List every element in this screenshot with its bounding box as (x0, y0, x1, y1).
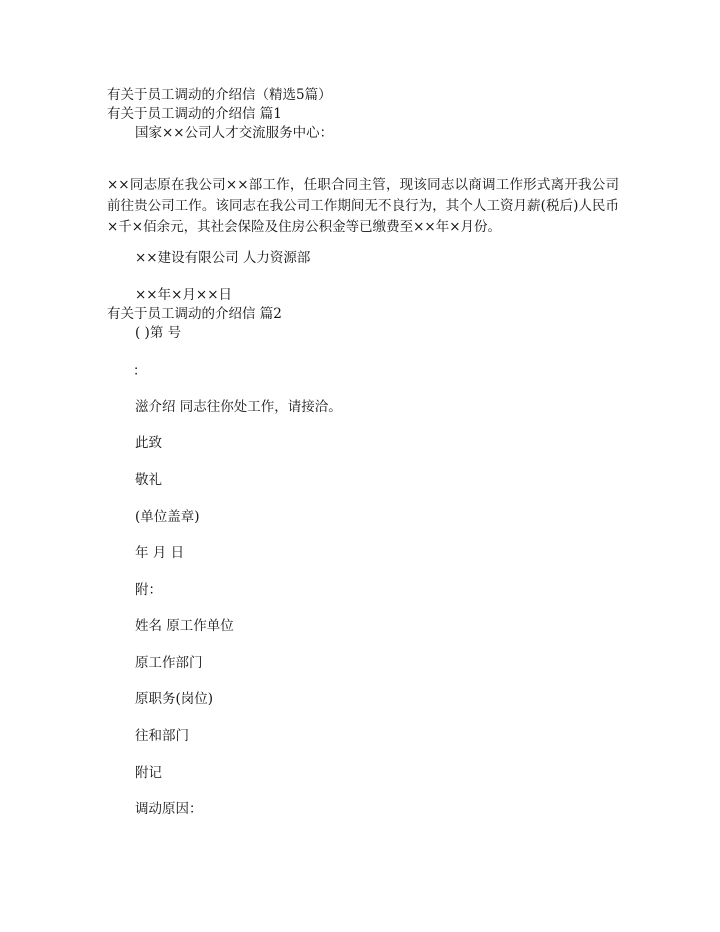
date-line: ××年×月××日 (135, 287, 233, 303)
letter-body: ××同志原在我公司××部工作，任职合同主管，现该同志以商调工作形式离开我公司前往贵公司工作。该同志在我公司工作期间无不良行为，其个人工资月薪(税后)人民币×千×佰余元，其社会保险及住房公积金等已缴费至××年×月份。 (107, 177, 619, 235)
section-heading-2: 有关于员工调动的介绍信 篇2 (107, 306, 282, 322)
seal-line: (单位盖章) (135, 509, 200, 525)
date-blank-line: 年 月 日 (135, 545, 185, 561)
attachment-label: 附： (135, 582, 162, 598)
closing-cizhi: 此致 (135, 435, 162, 451)
signature-line: ××建设有限公司 人力资源部 (135, 250, 311, 266)
addressee-colon: ： (133, 363, 147, 379)
closing-jingli: 敬礼 (135, 472, 162, 488)
field-post: 原职务(岗位) (135, 691, 214, 707)
number-line: ( )第 号 (135, 325, 182, 341)
document-title: 有关于员工调动的介绍信（精选5篇） (107, 87, 332, 103)
field-target: 往和部门 (135, 728, 189, 744)
field-dept: 原工作部门 (135, 655, 203, 671)
intro-line: 滋介绍 同志往你处工作，请接洽。 (135, 399, 342, 415)
section-heading-1: 有关于员工调动的介绍信 篇1 (107, 106, 282, 122)
field-note: 附记 (135, 765, 162, 781)
field-reason: 调动原因： (135, 801, 203, 817)
salutation: 国家××公司人才交流服务中心： (135, 125, 334, 141)
field-name: 姓名 原工作单位 (135, 618, 234, 634)
